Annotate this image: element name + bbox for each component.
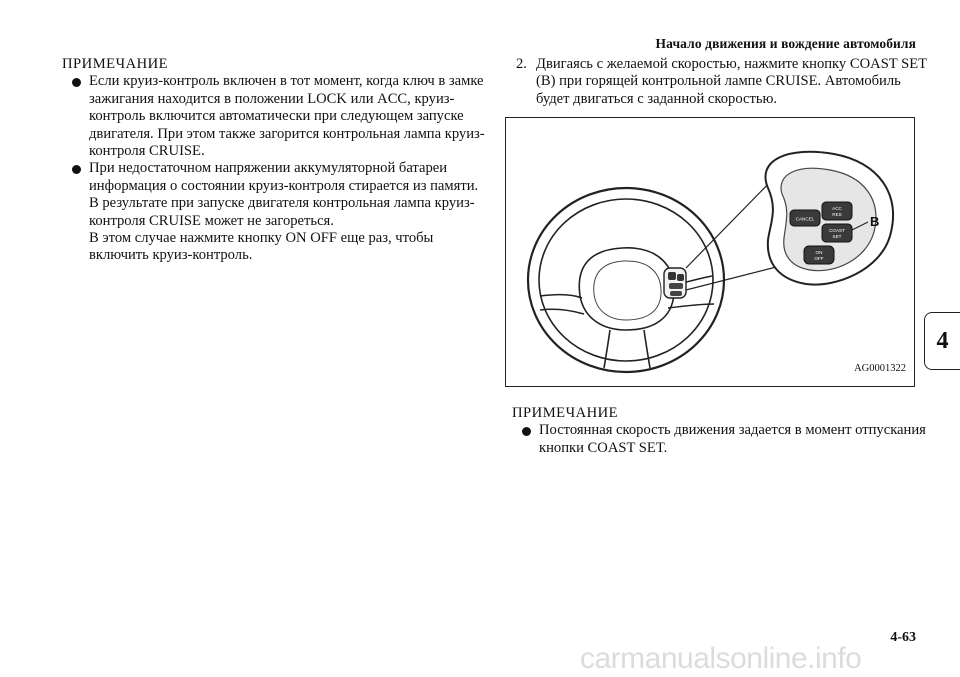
bullet-line: В результате при запуске двигателя контрольная лампа круиз- <box>89 195 475 212</box>
note-title: ПРИМЕЧАНИЕ <box>512 405 619 421</box>
coast-label: COAST <box>829 228 845 233</box>
wheel-switch-cluster <box>664 268 686 298</box>
bullet-line: кнопки COAST SET. <box>539 439 668 456</box>
note-bullet-1 <box>62 73 485 160</box>
note-bullet <box>512 422 926 457</box>
note-title: ПРИМЕЧАНИЕ <box>62 56 169 72</box>
chapter-tab: 4 <box>924 312 960 370</box>
steering-wheel-figure <box>505 117 915 387</box>
bullet-dot-icon <box>522 427 531 436</box>
set-label: SET <box>832 234 842 239</box>
zoom-line-bottom <box>686 264 788 290</box>
wheel-spoke-left <box>540 295 582 298</box>
wheel-spoke-bottom-left <box>604 330 610 368</box>
bullet-line: При недостаточном напряжении аккумуляторной батареи <box>89 160 448 177</box>
coast-set-button-shape <box>822 224 852 242</box>
figure-code: AG0001322 <box>854 363 906 374</box>
step-line: будет двигаться с заданной скоростью. <box>536 90 778 107</box>
on-label: ON <box>815 250 823 255</box>
step-line: (B) при горящей контрольной лампе CRUISE. Автомобиль <box>536 73 901 90</box>
cancel-label: CANCEL <box>795 216 815 222</box>
bullet-line: контроль включится автоматически при следующем запуске <box>89 108 464 125</box>
res-label: RES <box>832 212 842 217</box>
page-number: 4-63 <box>890 630 916 645</box>
bullet-line: двигателя. При этом также загорится контрольная лампа круиз- <box>89 125 485 142</box>
bullet-line: контроля CRUISE. <box>89 143 205 160</box>
on-off-button-shape <box>804 246 834 264</box>
bullet-line: контроля CRUISE может не загореться. <box>89 212 334 229</box>
right-note <box>512 405 926 457</box>
bullet-line: Постоянная скорость движения задается в момент отпускания <box>539 422 926 439</box>
step-number: 2. <box>516 56 527 72</box>
step-2 <box>512 56 928 108</box>
bullet-dot-icon <box>72 78 81 87</box>
bullet-line: Если круиз-контроль включен в тот момент, когда ключ в замке <box>89 73 484 90</box>
left-column <box>62 56 485 265</box>
step-line: Двигаясь с желаемой скоростью, нажмите кнопку COAST SET <box>536 56 928 72</box>
wheel-spoke-bottom-right <box>644 330 650 368</box>
off-label: OFF <box>814 256 824 261</box>
right-column <box>512 56 928 108</box>
acc-res-button-shape <box>822 202 852 220</box>
watermark: carmanualsonline.info <box>580 642 862 675</box>
acc-label: ACC <box>832 206 842 211</box>
callout-b-label: B <box>870 214 880 229</box>
note-bullet-2 <box>62 160 479 264</box>
bullet-dot-icon <box>72 165 81 174</box>
steering-wheel-illustration <box>506 118 914 386</box>
bullet-line: информация о состоянии круиз-контроля стирается из памяти. <box>89 177 479 194</box>
bullet-line: зажигания находится в положении LOCK или ACC, круиз- <box>89 90 455 107</box>
bullet-line: включить круиз-контроль. <box>89 247 253 264</box>
page-header-title: Начало движения и вождение автомобиля <box>655 36 916 51</box>
bullet-line: В этом случае нажмите кнопку ON OFF еще раз, чтобы <box>89 230 434 247</box>
